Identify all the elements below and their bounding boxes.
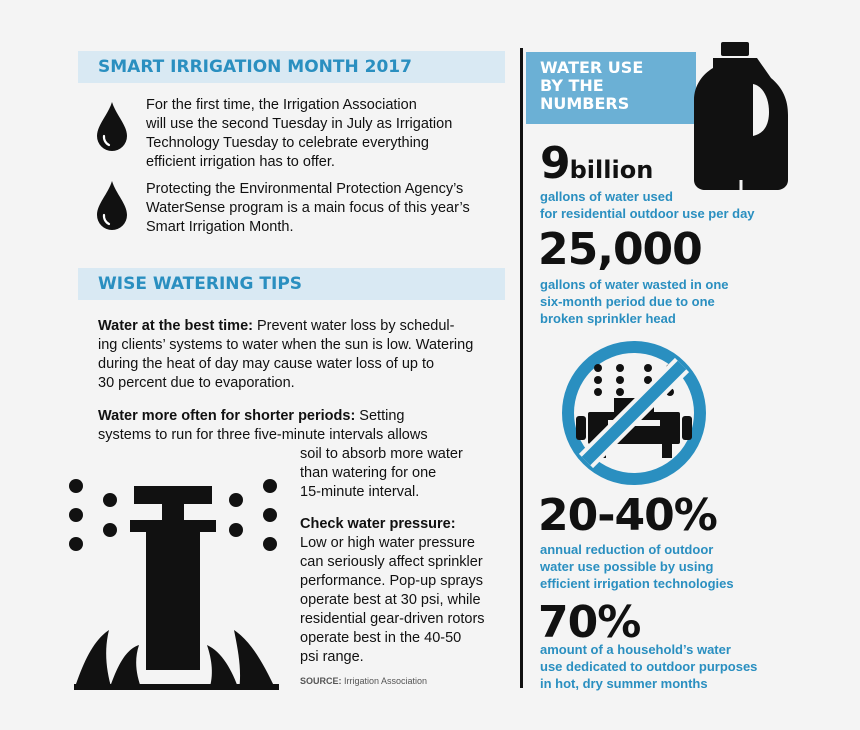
stat-9-billion: 9billion	[540, 138, 654, 189]
sprinkler-icon	[64, 470, 289, 692]
smart-irrigation-banner	[78, 51, 505, 83]
stat-20-40-percent-text: annual reduction of outdoor water use possible by using efficient irrigation technologies	[540, 542, 734, 591]
smart-item-2: Protecting the Environmental Protection Agency’s WaterSense program is a main focus of this year’s Smart Irrigation Month.	[146, 181, 470, 235]
tip-best-time: Water at the best time: Prevent water loss by schedul- ing clients’ systems to water when the sun is low. Watering during the heat of day may cause water loss of up to 30 percent due to evaporation.	[98, 318, 474, 391]
no-sprinkler-icon	[556, 340, 712, 486]
water-jug-icon	[693, 40, 789, 192]
stat-70-percent-text: amount of a household’s water use dedicated to outdoor purposes in hot, dry summer months	[540, 642, 758, 691]
stat-20-40-percent: 20-40%	[538, 490, 717, 541]
tip-water-pressure: Check water pressure: Low or high water pressure can seriously affect sprinkler performance. Pop-up sprays operate best at 30 psi, while residential gear-driven rotors operate best in the 40-50 psi range.	[300, 516, 485, 665]
numbers-heading-box: WATER USE BY THE NUMBERS	[526, 52, 696, 124]
water-drop-icon	[96, 180, 128, 232]
stat-70-percent: 70%	[538, 597, 641, 648]
wise-watering-banner	[78, 268, 505, 300]
smart-item-1: For the first time, the Irrigation Association will use the second Tuesday in July as Irrigation Technology Tuesday to celebrate everything efficient irrigation has to offer.	[146, 97, 453, 170]
source-note: SOURCE: Irrigation Association	[300, 676, 428, 686]
wise-watering-heading: WISE WATERING TIPS	[98, 274, 303, 294]
column-divider	[520, 48, 523, 688]
water-drop-icon	[96, 101, 128, 153]
tip-shorter-periods-cont: soil to absorb more water than watering for one 15-minute interval.	[300, 446, 463, 500]
stat-25000: 25,000	[538, 224, 702, 275]
stat-25000-text: gallons of water wasted in one six-month period due to one broken sprinkler head	[540, 277, 729, 326]
tip-shorter-periods: Water more often for shorter periods: Setting systems to run for three five-minute intervals allows	[98, 408, 428, 443]
smart-irrigation-heading: SMART IRRIGATION MONTH 2017	[98, 57, 412, 77]
stat-9-billion-text: gallons of water used for residential outdoor use per day	[540, 189, 755, 221]
